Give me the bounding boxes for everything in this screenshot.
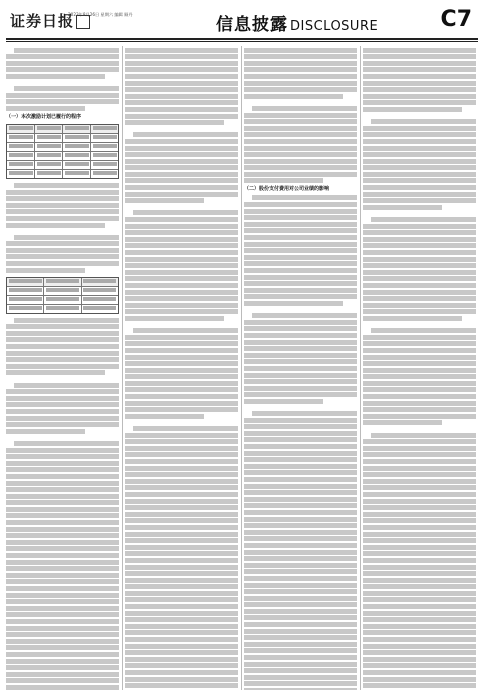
table-heading: （一）本次激励计划已履行的程序 — [6, 113, 82, 120]
column-3 — [244, 46, 357, 690]
header-rule — [6, 38, 478, 40]
column-1 — [6, 46, 119, 690]
section-title — [216, 10, 378, 35]
subsection-heading: （二）股份支付费用对公司业绩的影响 — [244, 186, 330, 193]
column-4 — [363, 46, 476, 690]
issue-meta: 2023年8月26日 星期六 编辑 顾丹 — [68, 12, 133, 17]
page-number: C7 — [440, 7, 472, 32]
column-2 — [125, 46, 238, 690]
data-table-2 — [6, 277, 119, 314]
section-title-cn: 信息披露 — [216, 15, 288, 35]
data-table — [6, 124, 119, 179]
article-body — [6, 46, 478, 690]
header-rule-thin — [6, 41, 478, 42]
section-title-en: DISCLOSURE — [290, 19, 379, 34]
newspaper-logo: 证券日报 — [10, 10, 90, 31]
